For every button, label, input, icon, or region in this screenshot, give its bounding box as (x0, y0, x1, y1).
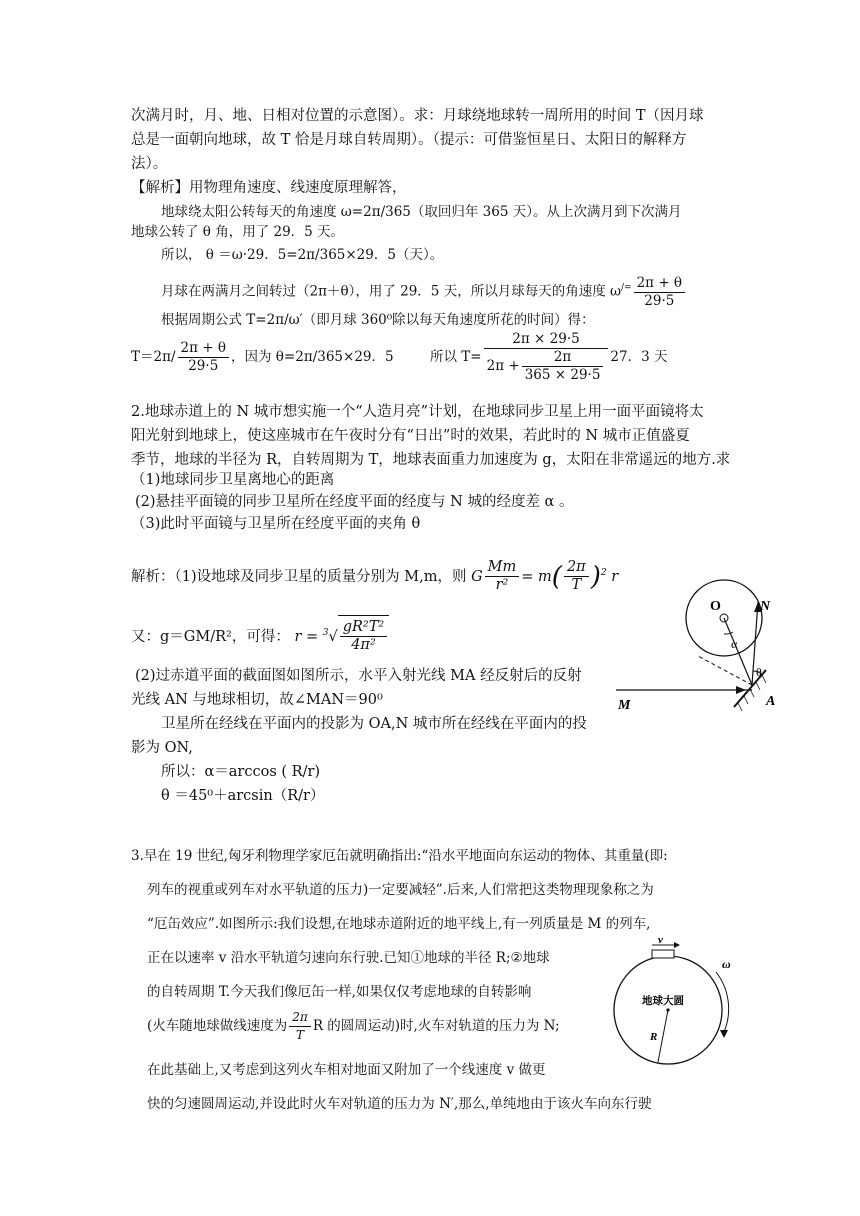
p3-line-6-start: (火车随地球做线速度为 (147, 1018, 288, 1034)
p1-t-big-fraction (484, 331, 609, 384)
p3-line-5: 的自转周期 T.今天我们像厄缶一样,如果仅仅考虑地球的自转影响 (147, 984, 532, 1000)
fraction-numerator: 2π × 29·5 (484, 331, 609, 349)
p2-line-3: 季节，地球的半径为 R，自转周期为 T，地球表面重力加速度为 g，太阳在非常遥远的地方.求 (131, 452, 731, 468)
rotation-arrowhead (720, 1030, 728, 1038)
p1-line-7: 所以， θ ＝ω·29．5=2π/365×29．5（天）。 (161, 247, 444, 263)
normal-dashed (698, 656, 752, 685)
p1-line-6: 地球公转了 θ 角，用了 29．5 天。 (131, 224, 345, 240)
p1-omega-prime: /= (621, 283, 632, 293)
p2-answer-3: (2)过赤道平面的截面图如图所示，水平入射光线 MA 经反射后的反射 (135, 668, 582, 684)
label-theta: θ (756, 665, 762, 679)
p1-line-10 (131, 336, 394, 378)
fraction-numerator: 2π + θ (634, 275, 685, 293)
alpha-arc (724, 632, 733, 634)
gravity-equation: G $\frac{Mm}{\text{r²}}$ = m( $\frac{2\pi}{T}$ )$^2$ r (471, 559, 619, 594)
p3-line-2: 列车的视重或列车对水平轨道的压力)一定要减轻”.后来,人们常把这类物理现象称之为 (147, 882, 654, 898)
label-v: v (658, 936, 663, 946)
label-n: N (760, 599, 771, 614)
p1-t-fraction (178, 340, 229, 375)
radius-equation: r = $^3$√ $\frac{\text{gR²T²}}{\text{4π²}}$ (294, 629, 389, 645)
p1-line-3: 法）。 (131, 156, 168, 172)
circle-center (666, 1008, 669, 1011)
denominator-term: 2π + (486, 358, 520, 374)
rotation-arc (716, 972, 729, 1032)
p1-line-2: 总是一面朝向地球，故 T 恰是月球自转周期）。（提示：可借鉴恒星日、太阳日的解释方 (131, 132, 687, 148)
radius-line (658, 1010, 668, 1062)
p1-line-8-text: 月球在两满月之间转过（2π＋θ），用了 29．5 天，所以月球每天的角速度 ω (161, 283, 621, 300)
earth-great-circle-figure (612, 936, 744, 1072)
label-omega: ω (722, 957, 731, 971)
p1-line-10-result (430, 330, 667, 384)
two-pi-over-t (289, 1009, 311, 1044)
p2-answer-2 (131, 612, 389, 658)
p3-line-6 (147, 1008, 560, 1044)
p1-line-8 (161, 270, 687, 310)
label-great-circle: 地球大圆 (642, 996, 684, 1007)
p3-line-6-end: R 的圆周运动)时,火车对轨道的压力为 N; (312, 1018, 560, 1034)
p3-line-3: “厄缶效应”.如图所示:我们设想,在地球赤道附近的地平线上,有一列质量是 M 的列车, (147, 916, 651, 932)
p2-answer-5: 卫星所在经线在平面内的投影为 OA,N 城市所在经线在平面内的投 (161, 716, 587, 732)
label-o: O (710, 599, 721, 614)
p2-line-1: 2.地球赤道上的 N 城市想实施一个“人造月亮”计划，在地球同步卫星上用一面平面镜将太 (131, 404, 704, 420)
satellite-mirror-figure (606, 572, 796, 742)
fraction-numerator: 2π + θ (178, 340, 229, 358)
p2-answer-1-text: 解析：（1)设地球及同步卫星的质量分别为 M,m，则 (131, 568, 467, 585)
train-box (652, 950, 674, 958)
velocity-arrowhead (674, 942, 680, 948)
p3-line-8: 快的匀速圆周运动,并设此时火车对轨道的压力为 N′,那么,单纯地由于该火车向东行驶 (147, 1096, 652, 1112)
nested-fraction (522, 349, 604, 384)
label-m: M (618, 698, 631, 713)
p1-t-result: 27．3 天 (610, 349, 668, 365)
p1-t-because: ，因为 θ=2π/365×29．5 (231, 349, 394, 365)
p3-line-4: 正在以速率 v 沿水平轨道匀速向东行驶.已知①地球的半径 R;②地球 (147, 950, 550, 966)
line-oa (724, 618, 752, 685)
fraction-numerator: 2π (289, 1009, 311, 1027)
p1-t-so: 所以 T= (430, 349, 482, 365)
p2-answer-4: 光线 AN 与地球相切，故∠MAN＝90⁰ (131, 692, 383, 708)
p2-question-3: （3)此时平面镜与卫星所在经度平面的夹角 θ (131, 516, 421, 532)
fraction-denominator: 29·5 (644, 292, 675, 309)
p2-line-2: 阳光射到地球上，使这座城市在午夜时分有“日出”时的效果，若此时的 N 城市正值盛夏 (131, 428, 690, 444)
label-r: R (650, 1031, 658, 1043)
fraction-denominator: 365 × 29·5 (524, 367, 601, 383)
p1-analysis-heading: 【解析】用物理角速度、线速度原理解答， (131, 180, 407, 196)
p1-t-prefix: T＝2π/ (131, 349, 176, 365)
p2-answer-7: 所以：α＝arccos ( R/r) (161, 764, 321, 780)
p1-omega-fraction (634, 275, 685, 310)
fraction-denominator: 29·5 (188, 358, 219, 374)
p2-answer-6: 影为 ON, (131, 740, 193, 756)
p2-question-1: （1)地球同步卫星离地心的距离 (131, 472, 335, 488)
p2-question-2: (2)悬挂平面镜的同步卫星所在经度平面的经度与 N 城的经度差 α 。 (135, 494, 574, 510)
label-a: A (766, 694, 776, 709)
p3-line-7: 在此基础上,又考虑到这列火车相对地面又附加了一个线速度 v 做更 (147, 1062, 546, 1078)
incident-arrowhead (736, 686, 746, 694)
p1-line-9: 根据周期公式 T=2π/ω′（即月球 360⁰除以每天角速度所花的时间）得： (161, 312, 595, 328)
label-alpha: α (731, 637, 738, 651)
fraction-denominator: T (296, 1028, 305, 1042)
p1-line-5: 地球绕太阳公转每天的角速度 ω=2π/365（取回归年 365 天）。从上次满月到下次满月 (161, 204, 682, 220)
p3-line-1: 3.早在 19 世纪,匈牙利物理学家厄缶就明确指出:“沿水平地面向东运动的物体、其重量(即: (131, 848, 668, 864)
p2-answer-2-text: 又：g＝GM/R²，可得： (131, 628, 290, 645)
p2-answer-1 (131, 556, 618, 594)
p1-line-1: 次满月时，月、地、日相对位置的示意图）。求：月球绕地球转一周所用的时间 T（因月球 (131, 108, 704, 124)
p2-answer-8: θ ＝45⁰＋arcsin（R/r） (161, 788, 325, 804)
fraction-denominator (484, 349, 609, 384)
fraction-numerator: 2π (522, 349, 604, 367)
